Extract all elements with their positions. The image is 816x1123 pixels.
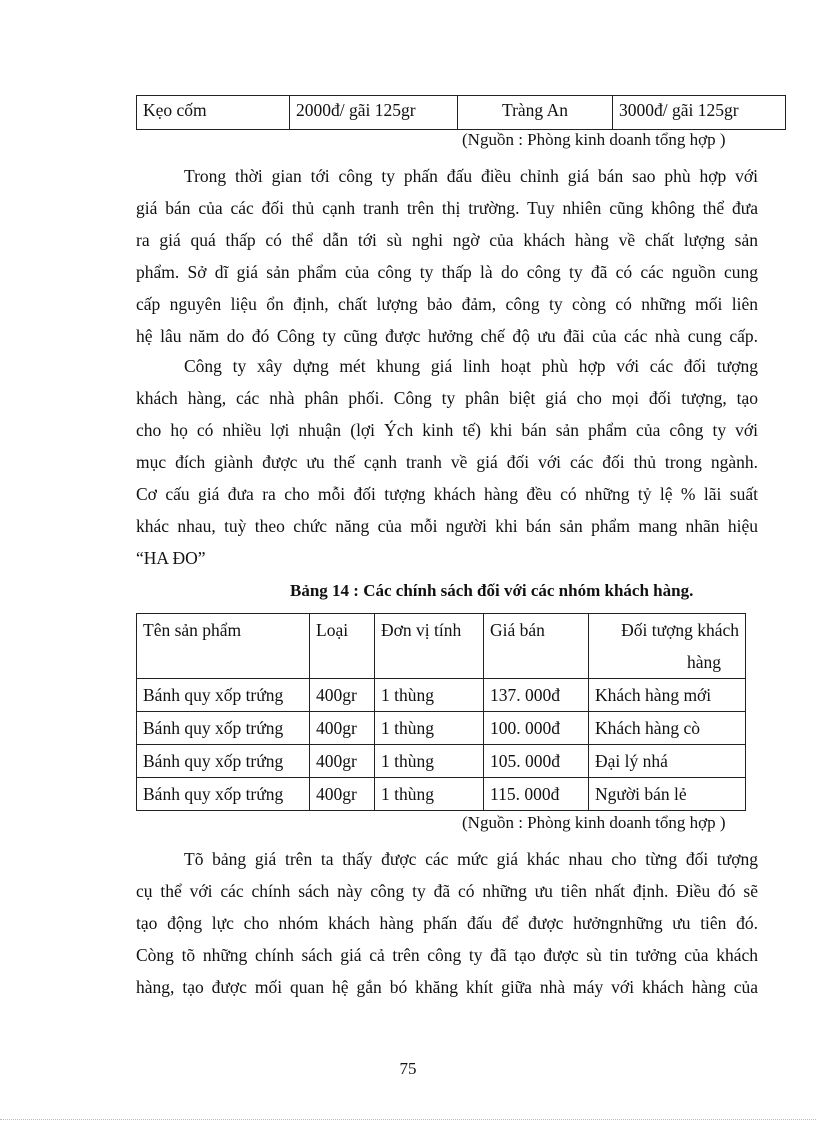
header-cell: Đơn vị tính	[375, 614, 484, 679]
text-line: “HA ĐO”	[136, 548, 206, 568]
text-line: cho họ có nhiều lợi nhuận (lợi Ých kinh tế) khi bán sản phẩm của công ty với	[136, 420, 758, 440]
text-line: khác nhau, tuỳ theo chức năng của mỗi người khi bán sản phẩm mang nhãn hiệu	[136, 516, 758, 536]
table-cell: 1 thùng	[375, 778, 484, 811]
paragraph-1	[136, 160, 758, 352]
text-line: giá bán của các đối thủ cạnh tranh trên thị trường. Tuy nhiên cũng không thể đưa	[136, 198, 758, 218]
text-line: tạo động lực cho nhóm khách hàng phấn đấu để được hưởngnhững ưu tiên đó.	[136, 913, 758, 933]
table-row	[137, 712, 746, 745]
table-row	[137, 778, 746, 811]
table-cell: 400gr	[310, 745, 375, 778]
table-row	[137, 96, 786, 130]
footer-divider	[0, 1119, 816, 1120]
table-cell: 1 thùng	[375, 712, 484, 745]
table-cell: Khách hàng cò	[589, 712, 746, 745]
paragraph-3	[136, 843, 758, 1003]
table-caption: Bảng 14 : Các chính sách đối với các nhóm khách hàng.	[290, 581, 694, 600]
header-cell	[589, 614, 746, 679]
table-cell: 137. 000đ	[484, 679, 589, 712]
header-cell: Giá bán	[484, 614, 589, 679]
table-cell: 1 thùng	[375, 679, 484, 712]
text-line: hàng, tạo được mối quan hệ gắn bó khăng khít giữa nhà máy với khách hàng của	[136, 977, 758, 997]
text-line: Trong thời gian tới công ty phấn đấu điều chỉnh giá bán sao phù hợp với	[184, 166, 758, 186]
table-cell: 400gr	[310, 778, 375, 811]
top-price-table	[136, 95, 786, 130]
table-cell: Tràng An	[458, 96, 613, 130]
table-cell: 115. 000đ	[484, 778, 589, 811]
table-cell: 100. 000đ	[484, 712, 589, 745]
text-line: cụ thể với các chính sách này công ty đã có những ưu tiên nhất định. Điều đó sẽ	[136, 881, 758, 901]
table-cell: 3000đ/ gãi 125gr	[613, 96, 786, 130]
table-cell: Bánh quy xốp trứng	[137, 745, 310, 778]
header-text-line: hàng	[686, 652, 721, 672]
text-line: phẩm. Sở dĩ giá sản phẩm của công ty thấp là do công ty đã có các nguồn cung	[136, 262, 758, 282]
table-row	[137, 679, 746, 712]
table-cell: 400gr	[310, 712, 375, 745]
text-line: khách hàng, các nhà phân phối. Công ty phân biệt giá cho mọi đối tượng, tạo	[136, 388, 758, 408]
source-note: (Nguồn : Phòng kinh doanh tổng hợp )	[462, 130, 726, 149]
text-line: mục đích giành được ưu thế cạnh tranh về giá đối với các đối thủ trong ngành.	[136, 452, 758, 472]
table-cell: Khách hàng mới	[589, 679, 746, 712]
table-cell: Bánh quy xốp trứng	[137, 778, 310, 811]
table-cell: 2000đ/ gãi 125gr	[290, 96, 458, 130]
table-cell: Bánh quy xốp trứng	[137, 712, 310, 745]
text-line: Công ty xây dựng mét khung giá linh hoạt phù hợp với các đối tượng	[184, 356, 758, 376]
table-cell: 400gr	[310, 679, 375, 712]
customer-policy-table	[136, 613, 746, 811]
text-line: cấp nguyên liệu ổn định, chất lượng bảo đảm, công ty còng có những mối liên	[136, 294, 758, 314]
table-row	[137, 745, 746, 778]
text-line: Cơ cấu giá đưa ra cho mỗi đối tượng khách hàng đều có những tỷ lệ % lãi suất	[136, 484, 758, 504]
text-line: hệ lâu năm do đó Công ty cũng được hưởng chế độ ưu đãi của các nhà cung cấp.	[136, 326, 758, 346]
table-cell: Người bán lẻ	[589, 778, 746, 811]
table-cell: Bánh quy xốp trứng	[137, 679, 310, 712]
header-cell: Loại	[310, 614, 375, 679]
text-line: Tõ bảng giá trên ta thấy được các mức giá khác nhau cho từng đối tượng	[184, 849, 758, 869]
table-header-row	[137, 614, 746, 679]
source-note: (Nguồn : Phòng kinh doanh tổng hợp )	[462, 813, 726, 832]
table-cell: Đại lý nhá	[589, 745, 746, 778]
header-cell: Tên sản phẩm	[137, 614, 310, 679]
table-cell: Kẹo cốm	[137, 96, 290, 130]
table-cell: 1 thùng	[375, 745, 484, 778]
text-line: ra giá quá thấp có thể dẫn tới sù nghi ngờ của khách hàng về chất lượng sản	[136, 230, 758, 250]
text-line: Còng tõ những chính sách giá cả trên công ty đã tạo được sù tin tưởng của khách	[136, 945, 758, 965]
table-cell: 105. 000đ	[484, 745, 589, 778]
header-text-line: Đối tượng khách	[621, 620, 739, 640]
page-number: 75	[399, 1059, 417, 1078]
paragraph-2	[136, 350, 758, 574]
